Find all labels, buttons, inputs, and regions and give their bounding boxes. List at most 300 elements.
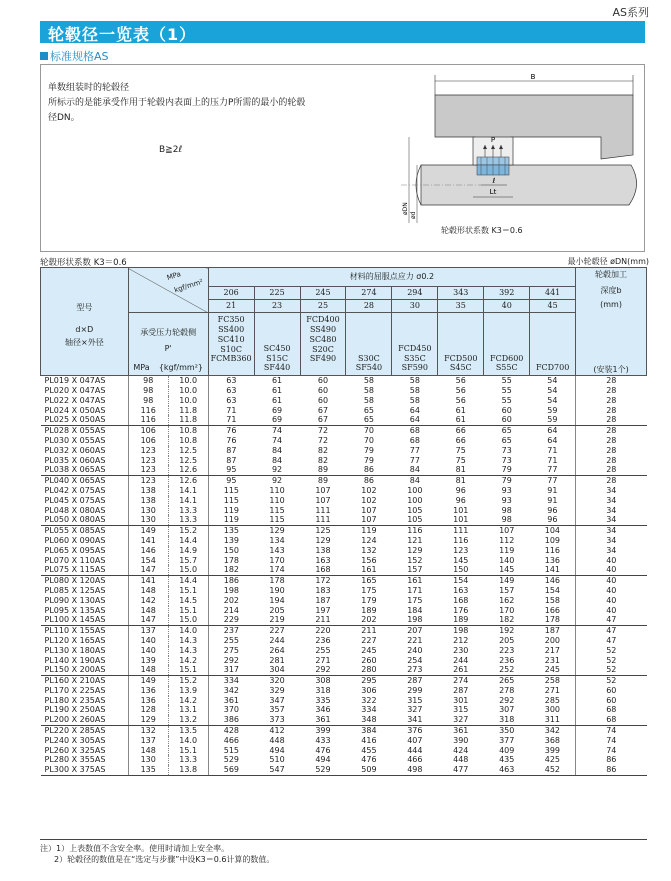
- model-cell: PL075 X 115AS: [41, 565, 129, 575]
- diameter-cell: 244: [269, 635, 285, 645]
- hub-diameter-table: [40, 267, 647, 776]
- pressure-kgf-cell: 15.2: [168, 526, 208, 536]
- table-row: [41, 596, 647, 606]
- model-cell: PL050 X 080AS: [41, 515, 129, 525]
- diameter-cell: 335: [315, 695, 331, 705]
- depth-cell: 28: [606, 395, 617, 405]
- depth-cell: 28: [606, 476, 617, 486]
- diameter-cell: 211: [361, 626, 377, 636]
- model-cell: PL028 X 055AS: [41, 426, 129, 436]
- diameter-cell: 237: [223, 626, 240, 636]
- pressure-mpa-cell: 123: [128, 476, 168, 486]
- diameter-cell: 81: [438, 465, 484, 475]
- diameter-cell: 217: [530, 646, 576, 656]
- model-cell: PL048 X 080AS: [41, 506, 129, 516]
- diameter-cell: 510: [269, 755, 285, 765]
- diameter-cell: 119: [361, 526, 377, 536]
- diameter-cell: 189: [361, 605, 377, 615]
- diameter-cell: 236: [315, 635, 331, 645]
- table-row: [41, 446, 647, 456]
- diameter-cell: 412: [269, 726, 285, 736]
- pressure-kgf-cell: 10.8: [168, 436, 208, 446]
- diameter-cell: 476: [315, 745, 331, 755]
- diameter-cell: 107: [346, 515, 392, 525]
- depth-cell: 28: [606, 426, 617, 436]
- square-bullet-icon: [40, 52, 48, 60]
- diameter-cell: 245: [530, 665, 576, 675]
- diameter-cell: 368: [530, 736, 576, 746]
- pressure-mpa-cell: 106: [128, 436, 168, 446]
- material-name: SF440: [263, 363, 291, 373]
- model-dims: d×D: [75, 324, 94, 334]
- depth-cell: 47: [606, 626, 617, 636]
- table-row: [41, 686, 647, 696]
- diameter-cell: 377: [499, 735, 515, 745]
- pressure-mpa-cell: 149: [128, 526, 168, 536]
- pressure-mpa-cell: 123: [128, 465, 168, 475]
- diameter-cell: 54: [530, 386, 576, 396]
- model-cell: PL022 X 047AS: [41, 396, 129, 406]
- diameter-cell: 172: [315, 576, 331, 586]
- series-label: AS系列: [612, 6, 649, 19]
- model-cell: PL190 X 250AS: [41, 705, 129, 715]
- pressure-kgf-cell: 14.4: [168, 576, 208, 586]
- label-d: ød: [410, 211, 417, 219]
- table-row: [41, 746, 647, 756]
- diameter-cell: 227: [269, 626, 285, 636]
- title-bar: [40, 21, 645, 43]
- material-name: SC450: [263, 343, 291, 353]
- diameter-cell: 161: [346, 565, 392, 575]
- diameter-cell: 168: [300, 565, 346, 575]
- pressure-mpa-cell: 98: [128, 376, 168, 386]
- depth-label-3: (mm): [600, 299, 622, 309]
- diameter-cell: 205: [499, 635, 515, 645]
- kgf-value: 40: [484, 300, 530, 313]
- material-cell: [300, 313, 346, 376]
- diameter-cell: 84: [409, 476, 420, 486]
- material-name: S45C: [449, 363, 472, 373]
- material-name: SC480: [309, 334, 337, 344]
- diameter-cell: 72: [317, 435, 329, 445]
- label-P: P: [490, 136, 496, 144]
- table-row: [41, 736, 647, 746]
- diameter-cell: 74: [271, 435, 283, 445]
- diameter-cell: 342: [223, 685, 240, 695]
- diameter-cell: 119: [499, 545, 515, 555]
- table-row: [41, 726, 647, 736]
- diameter-cell: 61: [271, 385, 283, 395]
- diameter-cell: 105: [392, 515, 438, 525]
- header-unit-diagonal: [128, 268, 208, 313]
- diameter-cell: 55: [501, 385, 512, 395]
- diameter-cell: 86: [363, 476, 374, 486]
- diameter-cell: 69: [271, 405, 283, 415]
- diameter-cell: 168: [453, 595, 469, 605]
- diameter-cell: 125: [315, 526, 331, 536]
- diameter-cell: 89: [300, 465, 346, 475]
- depth-header: [576, 268, 647, 376]
- depth-cell: 74: [606, 726, 617, 736]
- table-row: [41, 665, 647, 675]
- pressure-kgf-cell: 12.6: [168, 476, 208, 486]
- diameter-cell: 231: [530, 656, 576, 666]
- diameter-cell: 292: [223, 655, 240, 665]
- diameter-cell: 59: [530, 406, 576, 416]
- diameter-cell: 287: [453, 685, 469, 695]
- diameter-cell: 221: [407, 635, 423, 645]
- diameter-cell: 143: [269, 545, 285, 555]
- material-cell: [530, 313, 576, 376]
- diameter-cell: 150: [438, 565, 484, 575]
- diameter-cell: 230: [453, 645, 469, 655]
- pressure-mpa-cell: 141: [128, 536, 168, 546]
- diameter-cell: 307: [499, 705, 515, 715]
- depth-cell: 40: [606, 595, 617, 605]
- material-name: FCD500: [444, 353, 478, 363]
- diameter-cell: 329: [269, 685, 285, 695]
- diameter-cell: 56: [455, 376, 466, 386]
- diameter-cell: 255: [223, 635, 240, 645]
- depth-cell: 74: [606, 735, 617, 745]
- pressure-kgf-cell: 14.1: [168, 496, 208, 506]
- diameter-cell: 71: [208, 415, 254, 425]
- table-row: [41, 576, 647, 586]
- diameter-cell: 59: [530, 415, 576, 425]
- diameter-cell: 64: [530, 426, 576, 436]
- diameter-cell: 178: [223, 555, 240, 565]
- table-row: [41, 556, 647, 566]
- model-cell: PL080 X 120AS: [41, 576, 129, 586]
- diameter-cell: 73: [501, 455, 512, 465]
- diameter-cell: 60: [501, 405, 512, 415]
- diameter-cell: 107: [315, 495, 331, 505]
- model-cell: PL260 X 325AS: [41, 746, 129, 756]
- diameter-cell: 476: [361, 755, 377, 765]
- material-name: S55C: [495, 363, 518, 373]
- diameter-cell: 61: [455, 405, 466, 415]
- pressure-mpa-cell: 123: [128, 456, 168, 466]
- diameter-cell: 87: [226, 445, 237, 455]
- diameter-cell: 245: [361, 645, 377, 655]
- diameter-cell: 63: [226, 376, 237, 386]
- model-cell: PL120 X 165AS: [41, 636, 129, 646]
- model-cell: PL095 X 135AS: [41, 606, 129, 616]
- diameter-cell: 515: [223, 745, 240, 755]
- diameter-cell: 170: [499, 605, 515, 615]
- material-name: FCD700: [535, 363, 570, 373]
- model-cell: PL045 X 075AS: [41, 496, 129, 506]
- pressure-kgf-cell: 15.7: [168, 556, 208, 566]
- diameter-cell: 347: [269, 695, 285, 705]
- model-cell: PL038 X 065AS: [41, 465, 129, 475]
- diameter-cell: 129: [315, 535, 331, 545]
- pressure-mpa-cell: 148: [128, 606, 168, 616]
- diameter-cell: 96: [455, 485, 466, 495]
- pressure-kgf-cell: 10.8: [168, 426, 208, 436]
- pressure-kgf-cell: 12.5: [168, 456, 208, 466]
- diameter-cell: 281: [269, 655, 285, 665]
- model-cell: PL170 X 225AS: [41, 686, 129, 696]
- material-cell: [346, 313, 392, 376]
- diameter-cell: 285: [530, 696, 576, 706]
- unit-kgf: kgf/mm²: [173, 277, 204, 295]
- mpa-value: 206: [208, 287, 254, 300]
- diameter-cell: 384: [361, 726, 377, 736]
- diameter-cell: 448: [453, 755, 469, 765]
- diameter-cell: 240: [407, 645, 423, 655]
- pressure-mpa-cell: 137: [128, 626, 168, 636]
- table-row: [41, 755, 647, 765]
- model-cell: PL090 X 130AS: [41, 596, 129, 606]
- diameter-cell: 299: [407, 685, 423, 695]
- diameter-cell: 200: [530, 636, 576, 646]
- pressure-kgf-cell: 15.1: [168, 586, 208, 596]
- diameter-cell: 315: [407, 695, 423, 705]
- diameter-cell: 182: [484, 615, 530, 625]
- diameter-cell: 65: [363, 405, 374, 415]
- depth-cell: 34: [606, 535, 617, 545]
- diameter-cell: 76: [226, 435, 237, 445]
- diameter-cell: 68: [409, 426, 420, 436]
- diameter-cell: 261: [438, 665, 484, 675]
- depth-label-2: 深度b: [600, 285, 622, 295]
- diameter-cell: 198: [392, 615, 438, 625]
- diameter-cell: 58: [409, 395, 420, 405]
- diameter-cell: 121: [407, 535, 423, 545]
- diameter-cell: 175: [407, 595, 423, 605]
- diameter-cell: 92: [254, 465, 300, 475]
- mpa-value: 441: [530, 287, 576, 300]
- diameter-cell: 163: [315, 555, 331, 565]
- pressure-mpa-cell: 148: [128, 586, 168, 596]
- model-cell: PL030 X 055AS: [41, 436, 129, 446]
- diameter-cell: 67: [300, 415, 346, 425]
- pressure-mpa-cell: 147: [128, 565, 168, 575]
- pressure-mpa-cell: 148: [128, 665, 168, 675]
- depth-cell: 28: [606, 455, 617, 465]
- header-row-materials: [41, 313, 647, 376]
- diameter-cell: 207: [407, 626, 423, 636]
- table-row: [41, 476, 647, 486]
- diameter-cell: 170: [269, 555, 285, 565]
- depth-cell: 28: [606, 405, 617, 415]
- diameter-cell: 301: [453, 695, 469, 705]
- diameter-cell: 334: [223, 676, 240, 686]
- diameter-cell: 145: [453, 555, 469, 565]
- diameter-cell: 370: [223, 705, 240, 715]
- model-cell: PL110 X 155AS: [41, 626, 129, 636]
- diameter-cell: 156: [361, 555, 377, 565]
- diagram-caption: 轮毂形状系数 K3＝0.6: [441, 226, 523, 235]
- diameter-cell: 220: [315, 626, 331, 636]
- material-name: FCD400: [306, 315, 340, 325]
- depth-cell: 34: [606, 545, 617, 555]
- diameter-cell: 252: [484, 665, 530, 675]
- diameter-cell: 150: [223, 545, 240, 555]
- pressure-kgf-cell: 13.9: [168, 686, 208, 696]
- diameter-cell: 63: [226, 395, 237, 405]
- label-l: ℓ: [492, 177, 496, 185]
- depth-cell: 28: [576, 465, 647, 475]
- depth-cell: 47: [606, 635, 617, 645]
- kgf-value: 30: [392, 300, 438, 313]
- model-cell: PL055 X 085AS: [41, 526, 129, 536]
- model-cell: PL085 X 125AS: [41, 586, 129, 596]
- material-name: SF490: [309, 354, 337, 364]
- diameter-cell: 317: [208, 665, 254, 675]
- pressure-mpa-cell: 148: [128, 746, 168, 756]
- diameter-cell: 376: [407, 726, 423, 736]
- pressure-kgf-cell: 14.0: [168, 736, 208, 746]
- table-caption-right: 最小轮毂径 øDN(mm): [567, 257, 649, 266]
- diameter-cell: 295: [361, 676, 377, 686]
- diameter-cell: 102: [361, 485, 377, 495]
- subtitle-text: 标准规格AS: [50, 50, 109, 63]
- pressure-kgf-cell: 13.3: [168, 506, 208, 516]
- table-row: [41, 676, 647, 686]
- diameter-cell: 71: [530, 456, 576, 466]
- diameter-cell: 373: [254, 715, 300, 725]
- diameter-cell: 198: [453, 626, 469, 636]
- pressure-mpa-cell: 149: [128, 676, 168, 686]
- table-row: [41, 396, 647, 406]
- pressure-mpa-cell: 140: [128, 646, 168, 656]
- diameter-cell: 116: [530, 546, 576, 556]
- diameter-cell: 100: [407, 495, 423, 505]
- diameter-cell: 54: [530, 396, 576, 406]
- depth-cell: 52: [606, 645, 617, 655]
- table-row: [41, 456, 647, 466]
- diameter-cell: 96: [530, 506, 576, 516]
- depth-label-1: 轮毂加工: [595, 270, 628, 279]
- diameter-cell: 178: [530, 615, 576, 625]
- model-cell: PL200 X 260AS: [41, 715, 129, 725]
- pressure-mpa-cell: 136: [128, 696, 168, 706]
- diameter-cell: 287: [407, 676, 423, 686]
- diameter-cell: 292: [300, 665, 346, 675]
- diameter-cell: 361: [300, 715, 346, 725]
- diameter-cell: 183: [315, 585, 331, 595]
- depth-cell: 60: [606, 685, 617, 695]
- diameter-cell: 223: [499, 645, 515, 655]
- diameter-cell: 68: [409, 435, 420, 445]
- model-cell: PL300 X 375AS: [41, 765, 129, 775]
- diameter-cell: 64: [409, 405, 420, 415]
- diameter-cell: 157: [499, 585, 515, 595]
- diameter-cell: 92: [271, 476, 283, 486]
- diameter-cell: 111: [453, 526, 469, 536]
- diameter-cell: 79: [484, 465, 530, 475]
- model-cell: PL032 X 060AS: [41, 446, 129, 456]
- pressure-mpa-cell: 129: [128, 715, 168, 725]
- depth-cell: 68: [576, 715, 647, 725]
- diameter-cell: 154: [453, 576, 469, 586]
- table-row: [41, 715, 647, 725]
- notes: [40, 843, 274, 865]
- pressure-kgf-cell: 10.0: [168, 386, 208, 396]
- header-model-cell: [41, 268, 129, 376]
- pressure-kgf-cell: 12.5: [168, 446, 208, 456]
- diameter-cell: 190: [269, 585, 285, 595]
- diameter-cell: 229: [208, 615, 254, 625]
- table-row: [41, 626, 647, 636]
- diameter-cell: 271: [315, 655, 331, 665]
- diameter-cell: 157: [392, 565, 438, 575]
- table-row: [41, 696, 647, 706]
- diameter-cell: 61: [271, 395, 283, 405]
- diameter-cell: 115: [223, 485, 240, 495]
- table-row: [41, 765, 647, 775]
- diameter-cell: 74: [271, 426, 283, 436]
- depth-cell: 28: [606, 376, 617, 386]
- diameter-cell: 214: [223, 605, 240, 615]
- diameter-cell: 341: [392, 715, 438, 725]
- pressure-kgf-cell: 13.3: [168, 755, 208, 765]
- pressure-mpa-cell: 146: [128, 546, 168, 556]
- material-name: S30C: [358, 353, 380, 363]
- diameter-cell: 111: [315, 505, 331, 515]
- pressure-kgf-cell: 13.3: [168, 515, 208, 525]
- diameter-cell: 71: [530, 446, 576, 456]
- model-cell: PL160 X 210AS: [41, 676, 129, 686]
- diameter-cell: 101: [453, 505, 469, 515]
- diameter-cell: 107: [315, 485, 331, 495]
- depth-cell: 40: [576, 565, 647, 575]
- depth-cell: 60: [606, 695, 617, 705]
- diameter-cell: 529: [223, 755, 240, 765]
- mpa-value: 245: [300, 287, 346, 300]
- pressure-mpa-cell: 136: [128, 686, 168, 696]
- depth-cell: 28: [576, 415, 647, 425]
- diameter-cell: 399: [530, 746, 576, 756]
- diameter-cell: 60: [317, 395, 329, 405]
- label-Lt: Lt: [489, 188, 497, 196]
- pressure-symbol: P': [164, 343, 172, 353]
- diameter-cell: 182: [208, 565, 254, 575]
- depth-cell: 74: [606, 745, 617, 755]
- pressure-mpa-cell: 137: [128, 736, 168, 746]
- table-row: [41, 436, 647, 446]
- diameter-cell: 67: [317, 405, 329, 415]
- diameter-cell: 466: [407, 755, 423, 765]
- diameter-cell: 63: [226, 385, 237, 395]
- diameter-cell: 119: [208, 515, 254, 525]
- pressure-kgf-cell: 11.8: [168, 415, 208, 425]
- diameter-cell: 390: [453, 735, 469, 745]
- material-name: S20C: [312, 344, 334, 354]
- diameter-cell: 171: [407, 585, 423, 595]
- kgf-value: 25: [300, 300, 346, 313]
- mpa-value: 392: [484, 287, 530, 300]
- diameter-cell: 82: [317, 445, 329, 455]
- diameter-cell: 109: [530, 536, 576, 546]
- kgf-value: 21: [208, 300, 254, 313]
- pressure-kgf-cell: 14.3: [168, 636, 208, 646]
- diameter-cell: 184: [407, 605, 423, 615]
- diameter-cell: 135: [223, 526, 240, 536]
- diameter-cell: 89: [317, 476, 329, 486]
- pressure-mpa-cell: 154: [128, 556, 168, 566]
- depth-cell: 28: [606, 445, 617, 455]
- table-row: [41, 586, 647, 596]
- table-row: [41, 486, 647, 496]
- pressure-mpa-cell: 140: [128, 636, 168, 646]
- diameter-cell: 61: [438, 415, 484, 425]
- model-cell: PL140 X 190AS: [41, 656, 129, 666]
- note-2: 2）轮毂径的数值是在“选定与步骤”中设K3＝0.6计算的数值。: [54, 855, 275, 864]
- diameter-cell: 547: [254, 765, 300, 775]
